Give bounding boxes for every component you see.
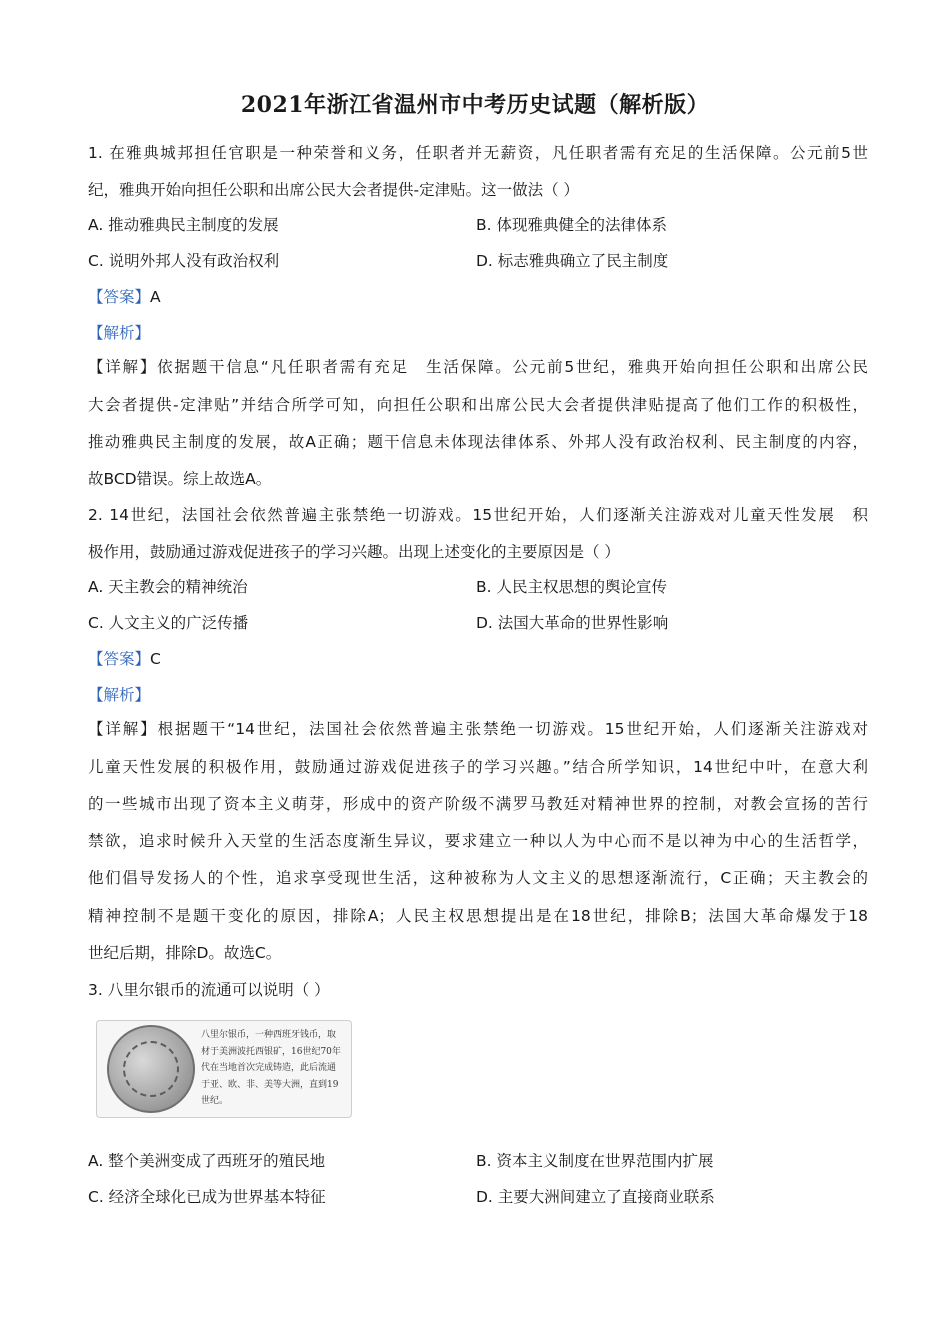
q1-stem-line-1: 1. 在雅典城邦担任官职是一种荣誉和义务，任职者并无薪资，凡任职者需有充足的生活保障。公元前5世: [88, 144, 868, 162]
coin-caption: 八里尔银币，一种西班牙钱币，取材于美洲波托西银矿，16世纪70年代在当地首次完成铸造，此后流通于亚、欧、非、美等大洲，直到19世纪。: [201, 1030, 341, 1106]
q3-option-c: C. 经济全球化已成为世界基本特征: [88, 1188, 326, 1206]
silver-coin-image: [107, 1025, 195, 1113]
q2-option-a: A. 天主教会的精神统治: [88, 578, 248, 596]
detail-tag: 【详解】: [88, 720, 158, 738]
q2-detail-line-5: 他们倡导发扬人的个性，追求享受现世生活，这种被称为人文主义的思想逐渐流行，C正确；天主教会的: [88, 869, 868, 887]
answer-tag: 【答案】: [88, 288, 151, 306]
q1-option-d: D. 标志雅典确立了民主制度: [476, 252, 669, 270]
q1-analysis-tag: 【解析】: [88, 324, 151, 342]
q1-detail-line-3: 推动雅典民主制度的发展，故A正确；题干信息未体现法律体系、外邦人没有政治权利、民主制度的内容，: [88, 433, 868, 451]
q1-detail-line-1: [88, 357, 868, 377]
q3-stem: 3. 八里尔银币的流通可以说明（ ）: [88, 981, 330, 999]
answer-value: A: [150, 288, 161, 306]
q3-option-d: D. 主要大洲间建立了直接商业联系: [476, 1188, 715, 1206]
q1-option-a: A. 推动雅典民主制度的发展: [88, 216, 279, 234]
q2-detail-line-1: [88, 719, 868, 739]
q2-detail-line-4: 禁欲，追求时候升入天堂的生活态度渐生异议，要求建立一种以人为中心而不是以神为中心的生活哲学，: [88, 832, 868, 850]
q3-option-b: B. 资本主义制度在世界范围内扩展: [476, 1152, 714, 1170]
detail-text: 依据题干信息“凡任职者需有充足 生活保障。公元前5世纪，雅典开始向担任公职和出席公民: [157, 358, 868, 376]
detail-text: 根据题干“14世纪，法国社会依然普遍主张禁绝一切游戏。15世纪开始，人们逐渐关注游戏对: [157, 720, 868, 738]
coin-emblem: [123, 1041, 179, 1097]
q2-detail-line-7: 世纪后期，排除D。故选C。: [88, 944, 282, 962]
answer-tag: 【答案】: [88, 650, 151, 668]
q2-stem-line-2: 极作用，鼓励通过游戏促进孩子的学习兴趣。出现上述变化的主要原因是（ ）: [88, 543, 620, 561]
q2-detail-line-2: 儿童天性发展的积极作用，鼓励通过游戏促进孩子的学习兴趣。”结合所学知识，14世纪中叶，在意大利: [88, 758, 868, 776]
q2-analysis-tag: 【解析】: [88, 686, 151, 704]
q2-option-c: C. 人文主义的广泛传播: [88, 614, 249, 632]
q1-detail-line-4: 故BCD错误。综上故选A。: [88, 470, 272, 488]
q1-stem-line-2: 纪，雅典开始向担任公职和出席公民大会者提供-定津贴。这一做法（ ）: [88, 181, 580, 199]
detail-tag: 【详解】: [88, 358, 158, 376]
q1-detail-line-2: 大会者提供-定津贴”并结合所学可知，向担任公职和出席公民大会者提供津贴提高了他们工作的积极性，: [88, 396, 868, 414]
q2-option-d: D. 法国大革命的世界性影响: [476, 614, 669, 632]
answer-value: C: [150, 650, 161, 668]
silver-coin-figure: [96, 1020, 352, 1118]
q2-option-b: B. 人民主权思想的舆论宣传: [476, 578, 667, 596]
q2-answer: [88, 649, 161, 669]
q3-option-a: A. 整个美洲变成了西班牙的殖民地: [88, 1152, 326, 1170]
page-title: 2021年浙江省温州市中考历史试题（解析版）: [240, 92, 710, 118]
q1-option-b: B. 体现雅典健全的法律体系: [476, 216, 667, 234]
q2-detail-line-6: 精神控制不是题干变化的原因，排除A；人民主权思想提出是在18世纪，排除B；法国大革命爆发于18: [88, 907, 868, 925]
q2-detail-line-3: 的一些城市出现了资本主义萌芽，形成中的资产阶级不满罗马教廷对精神世界的控制，对教会宣扬的苦行: [88, 795, 868, 813]
q1-option-c: C. 说明外邦人没有政治权利: [88, 252, 280, 270]
q2-stem-line-1: 2. 14世纪，法国社会依然普遍主张禁绝一切游戏。15世纪开始，人们逐渐关注游戏对儿童天性发展 积: [88, 506, 868, 524]
q1-answer: [88, 287, 161, 307]
